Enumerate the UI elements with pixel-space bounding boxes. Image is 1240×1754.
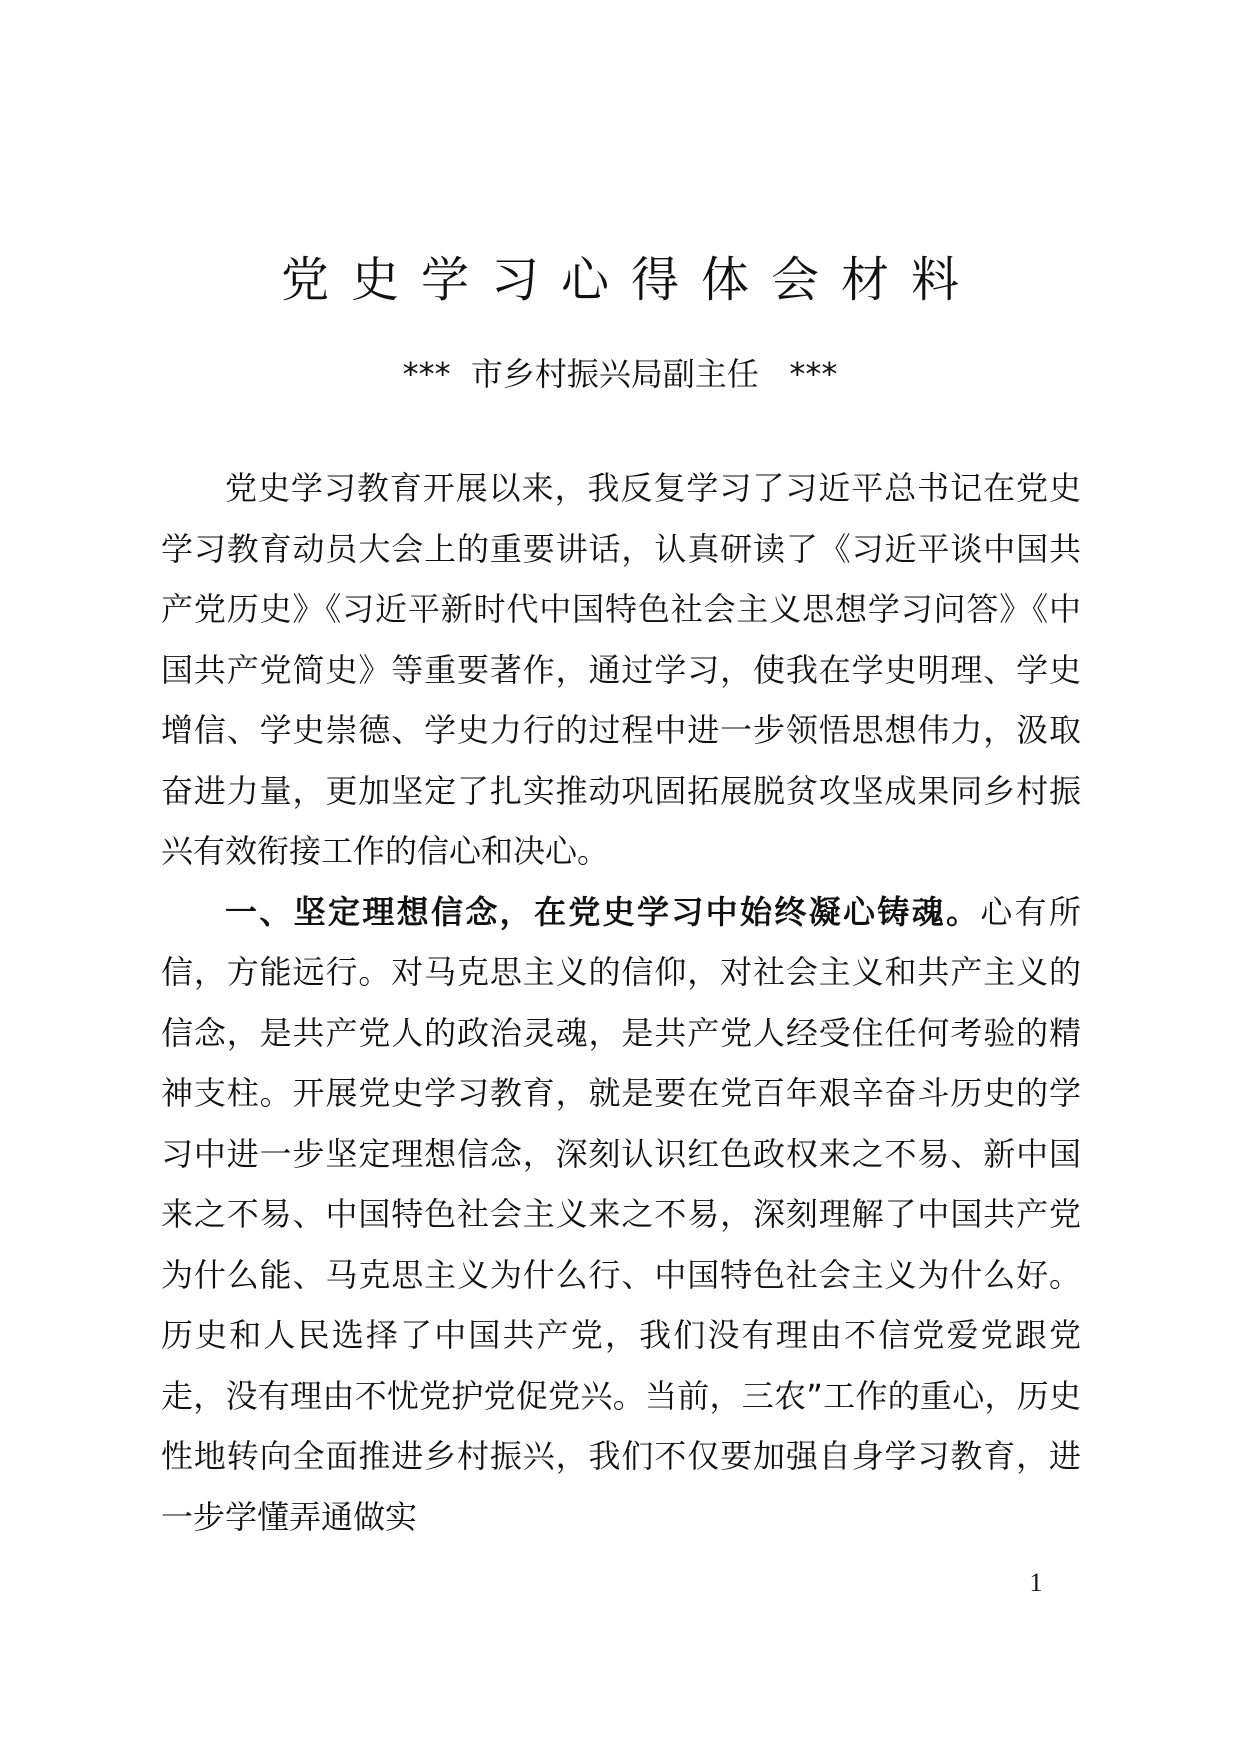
paragraph-text: 党史学习教育开展以来，我反复学习了习近平总书记在党史学习教育动员大会上的重要讲话，认真研读了《习近平谈中国共产党历史》《习近平新时代中国特色社会主义思想学习问答》《中国共产党简史》等重要著作，通过学习，使我在学史明理、学史增信、学史崇德、学史力行的过程中进一步领悟思想伟力，汲取奋进力量，更加坚定了扎实推动巩固拓展脱贫攻坚成果同乡村振兴有效衔接工作的信心和决心。 — [161, 469, 1081, 870]
body-paragraph — [161, 882, 1081, 1548]
paragraph-text: 心有所信，方能远行。对马克思主义的信仰，对社会主义和共产主义的信念，是共产党人的政治灵魂，是共产党人经受住任何考验的精神支柱。开展党史学习教育，就是要在党百年艰辛奋斗历史的学习中进一步坚定理想信念，深刻认识红色政权来之不易、新中国来之不易、中国特色社会主义来之不易，深刻理解了中国共产党为什么能、马克思主义为什么行、中国特色社会主义为什么好。历史和人民选择了中国共产党，我们没有理由不信党爱党跟党走，没有理由不忧党护党促党兴。当前，三农”工作的重心，历史性地转向全面推进乡村振兴，我们不仅要加强自身学习教育，进一步学懂弄通做实 — [161, 892, 1081, 1536]
author-byline: *** 市乡村振兴局副主任 *** — [402, 355, 838, 393]
document-title: 党史学习心得体会材料 — [280, 252, 981, 308]
page-number: 1 — [1029, 1568, 1043, 1597]
section-heading: 一、坚定理想信念，在党史学习中始终凝心铸魂。 — [225, 892, 981, 931]
document-body — [161, 458, 1081, 1547]
body-paragraph — [161, 458, 1081, 882]
